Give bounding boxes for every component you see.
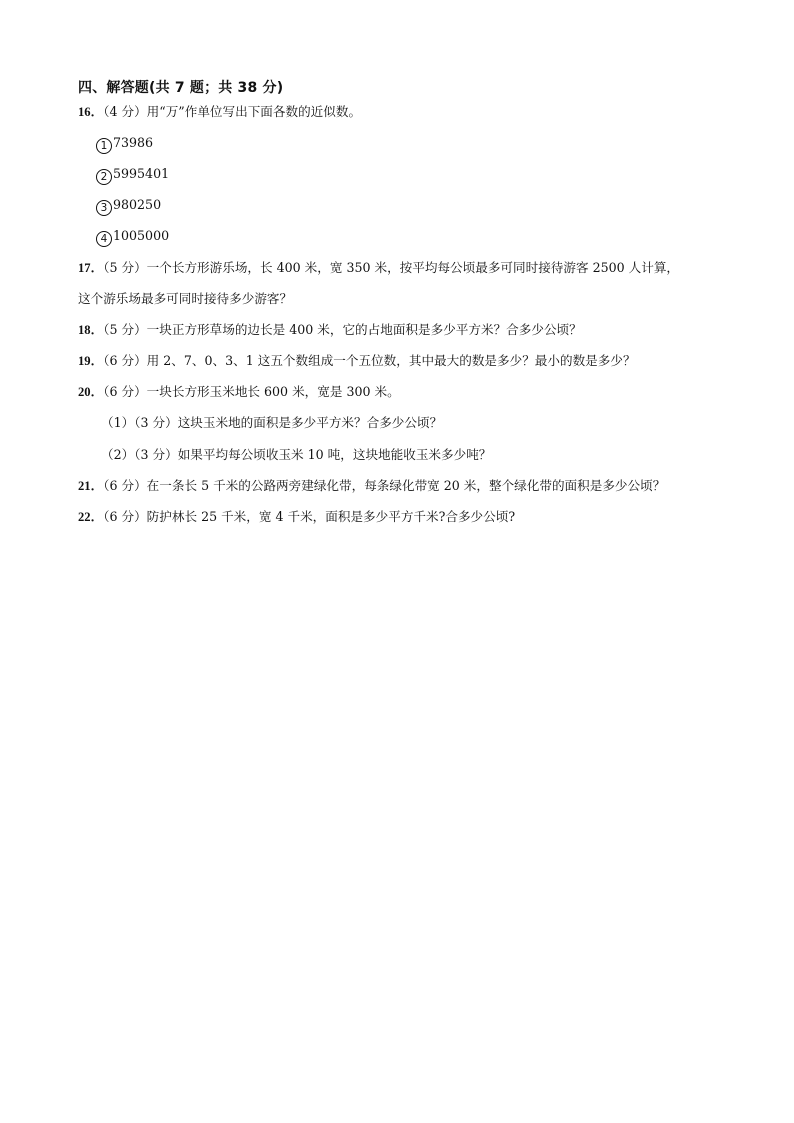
section-title: 四、解答题(共 7 题；共 38 分) <box>78 80 284 96</box>
question-text: （5 分）一个长方形游乐场，长 400 米，宽 350 米，按平均每公顷最多可同时接待游客 2500 人计算， <box>103 260 680 275</box>
circled-number-1-icon: 1 <box>96 138 112 154</box>
question-number: 20． <box>78 385 104 399</box>
circled-number-4-icon: 4 <box>96 231 112 247</box>
question-number: 21． <box>78 479 104 493</box>
question-17 <box>78 259 679 277</box>
question-18 <box>78 321 582 339</box>
question-number: 19． <box>78 354 104 368</box>
question-20-part-1: （1）（3 分）这块玉米地的面积是多少平方米？合多少公顷？ <box>101 415 443 430</box>
q16-item-4 <box>96 227 169 247</box>
question-text: （5 分）一块正方形草场的边长是 400 米，它的占地面积是多少平方米？合多少公顷？ <box>103 322 582 337</box>
item-value: 1005000 <box>113 228 170 243</box>
circled-number-2-icon: 2 <box>96 169 112 185</box>
question-21 <box>78 477 665 495</box>
question-19 <box>78 352 636 370</box>
question-text: （6 分）在一条长 5 千米的公路两旁建绿化带，每条绿化带宽 20 米，整个绿化带的面积是多少公顷？ <box>103 478 666 493</box>
question-text: （6 分）防护林长 25 千米，宽 4 千米，面积是多少平方千米?合多少公顷? <box>103 509 516 524</box>
q16-item-2 <box>96 165 169 185</box>
circled-number-3-icon: 3 <box>96 200 112 216</box>
question-text: （4 分）用“万”作单位写出下面各数的近似数。 <box>103 104 362 119</box>
question-17-continued: 这个游乐场最多可同时接待多少游客？ <box>78 291 293 306</box>
q16-item-1 <box>96 134 153 154</box>
q16-item-3 <box>96 196 161 216</box>
question-number: 16． <box>78 105 104 119</box>
question-text: （6 分）用 2、7、0、3、1 这五个数组成一个五位数，其中最大的数是多少？最小的数是多少？ <box>103 353 636 368</box>
question-number: 22． <box>78 510 104 524</box>
item-value: 73986 <box>113 135 154 150</box>
question-number: 17． <box>78 261 104 275</box>
item-value: 5995401 <box>113 166 170 181</box>
question-22 <box>78 508 515 526</box>
question-20 <box>78 383 400 401</box>
question-number: 18． <box>78 323 104 337</box>
question-16 <box>78 103 361 121</box>
question-20-part-2: （2）（3 分）如果平均每公顷收玉米 10 吨，这块地能收玉米多少吨？ <box>101 447 492 462</box>
item-value: 980250 <box>113 197 162 212</box>
question-text: （6 分）一块长方形玉米地长 600 米，宽是 300 米。 <box>103 384 400 399</box>
